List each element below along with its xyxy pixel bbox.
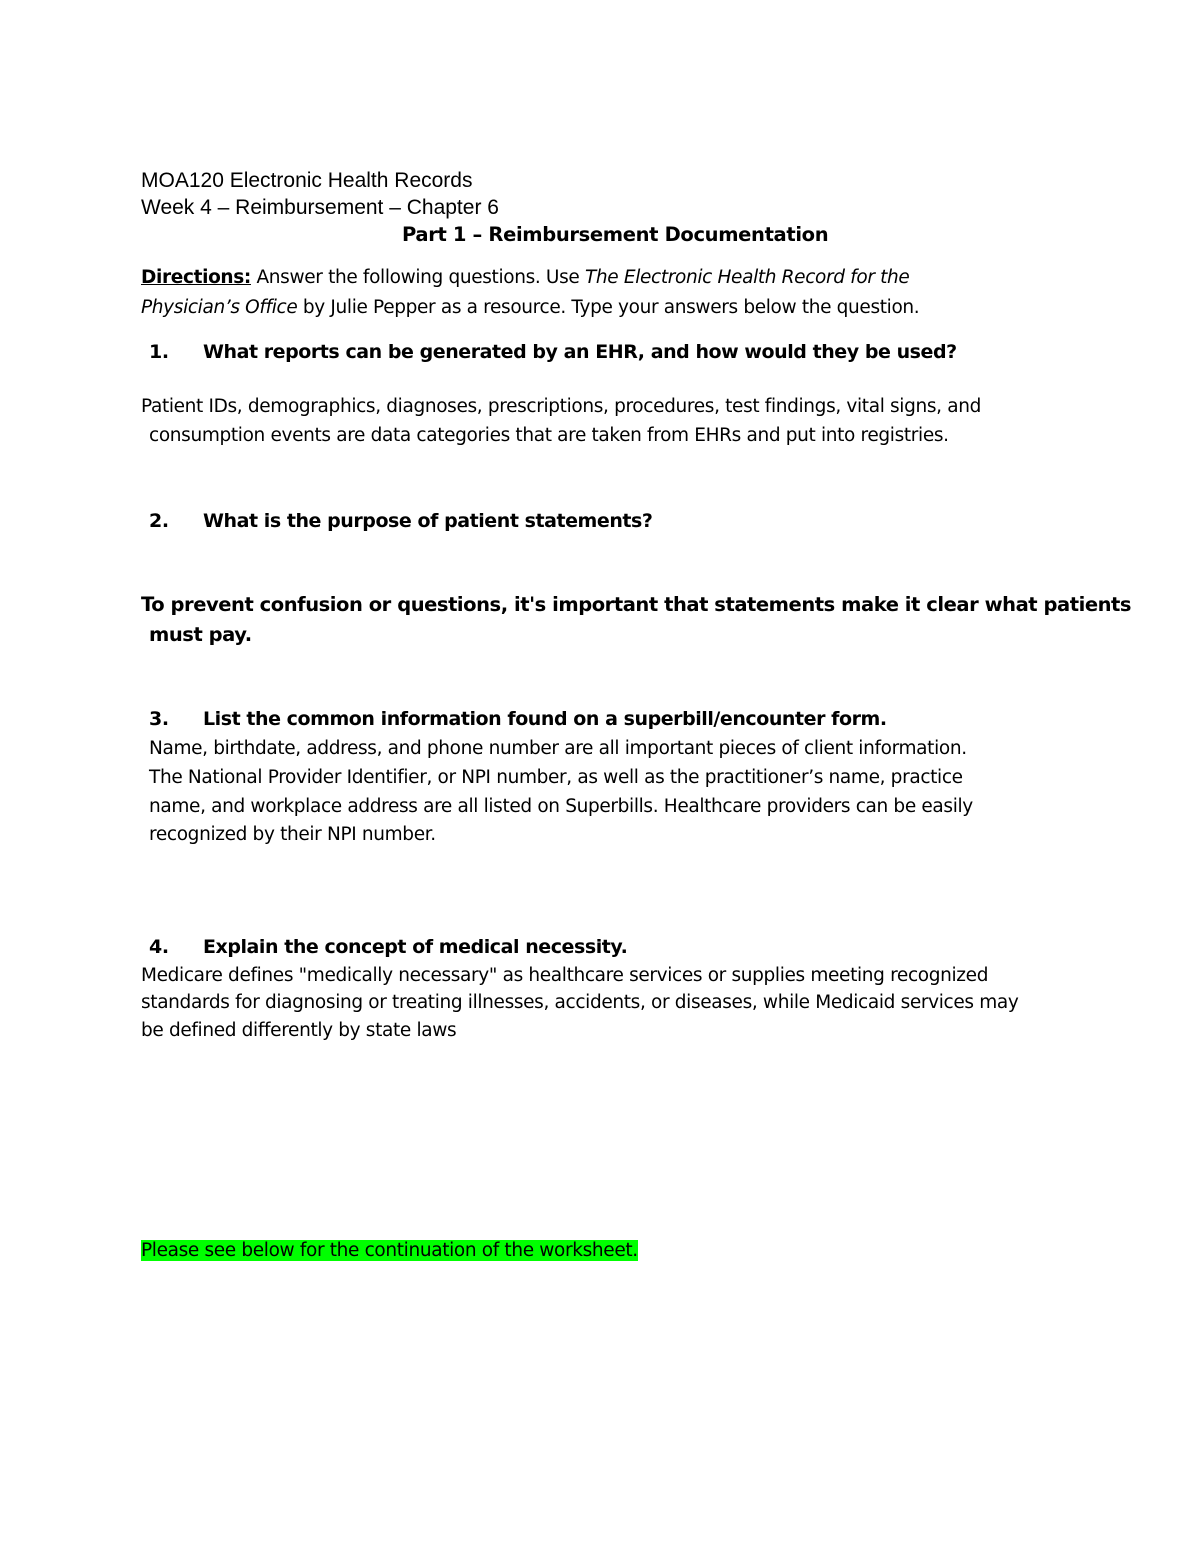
- week-line: Week 4 – Reimbursement – Chapter 6: [141, 196, 499, 219]
- course-title: MOA120 Electronic Health Records: [141, 169, 473, 192]
- answer-line: To prevent confusion or questions, it's important that statements make it clear what patients: [141, 593, 1132, 616]
- answer-line: Patient IDs, demographics, diagnoses, prescriptions, procedures, test findings, vital signs, and: [141, 396, 981, 417]
- answer-line: be defined differently by state laws: [141, 1020, 457, 1041]
- answer-line: standards for diagnosing or treating illnesses, accidents, or diseases, while Medicaid services may: [141, 992, 1019, 1013]
- answer-line: must pay.: [149, 623, 252, 646]
- part-title: Part 1 – Reimbursement Documentation: [402, 223, 829, 246]
- directions-label: Directions:: [141, 267, 251, 288]
- answer-line: Medicare defines "medically necessary" as healthcare services or supplies meeting recognized: [141, 965, 989, 986]
- continuation-note: [141, 1240, 638, 1261]
- book-title-part-2: Physician’s Office: [141, 297, 298, 318]
- highlighted-note-text: Please see below for the continuation of the worksheet.: [141, 1240, 638, 1261]
- answer-line: consumption events are data categories that are taken from EHRs and put into registries.: [149, 425, 949, 446]
- book-title-part-1: The Electronic Health Record for the: [584, 267, 910, 288]
- directions-text-2: by Julie Pepper as a resource. Type your answers below the question.: [297, 297, 920, 318]
- answer-line: recognized by their NPI number.: [149, 824, 436, 845]
- directions-line-1: [141, 267, 909, 288]
- answer-line: name, and workplace address are all listed on Superbills. Healthcare providers can be easily: [149, 796, 973, 817]
- question-number: 2.: [149, 510, 169, 532]
- question-text: What is the purpose of patient statements?: [203, 510, 653, 532]
- directions-text-1: Answer the following questions. Use: [250, 267, 585, 288]
- answer-line: The National Provider Identifier, or NPI number, as well as the practitioner’s name, practice: [149, 767, 963, 788]
- directions-line-2: [141, 297, 919, 318]
- question-text: List the common information found on a superbill/encounter form.: [203, 708, 887, 730]
- question-text: Explain the concept of medical necessity.: [203, 936, 628, 958]
- question-number: 1.: [149, 341, 169, 363]
- question-number: 3.: [149, 708, 169, 730]
- answer-line: Name, birthdate, address, and phone number are all important pieces of client information.: [149, 738, 967, 759]
- question-text: What reports can be generated by an EHR, and how would they be used?: [203, 341, 957, 363]
- question-number: 4.: [149, 936, 169, 958]
